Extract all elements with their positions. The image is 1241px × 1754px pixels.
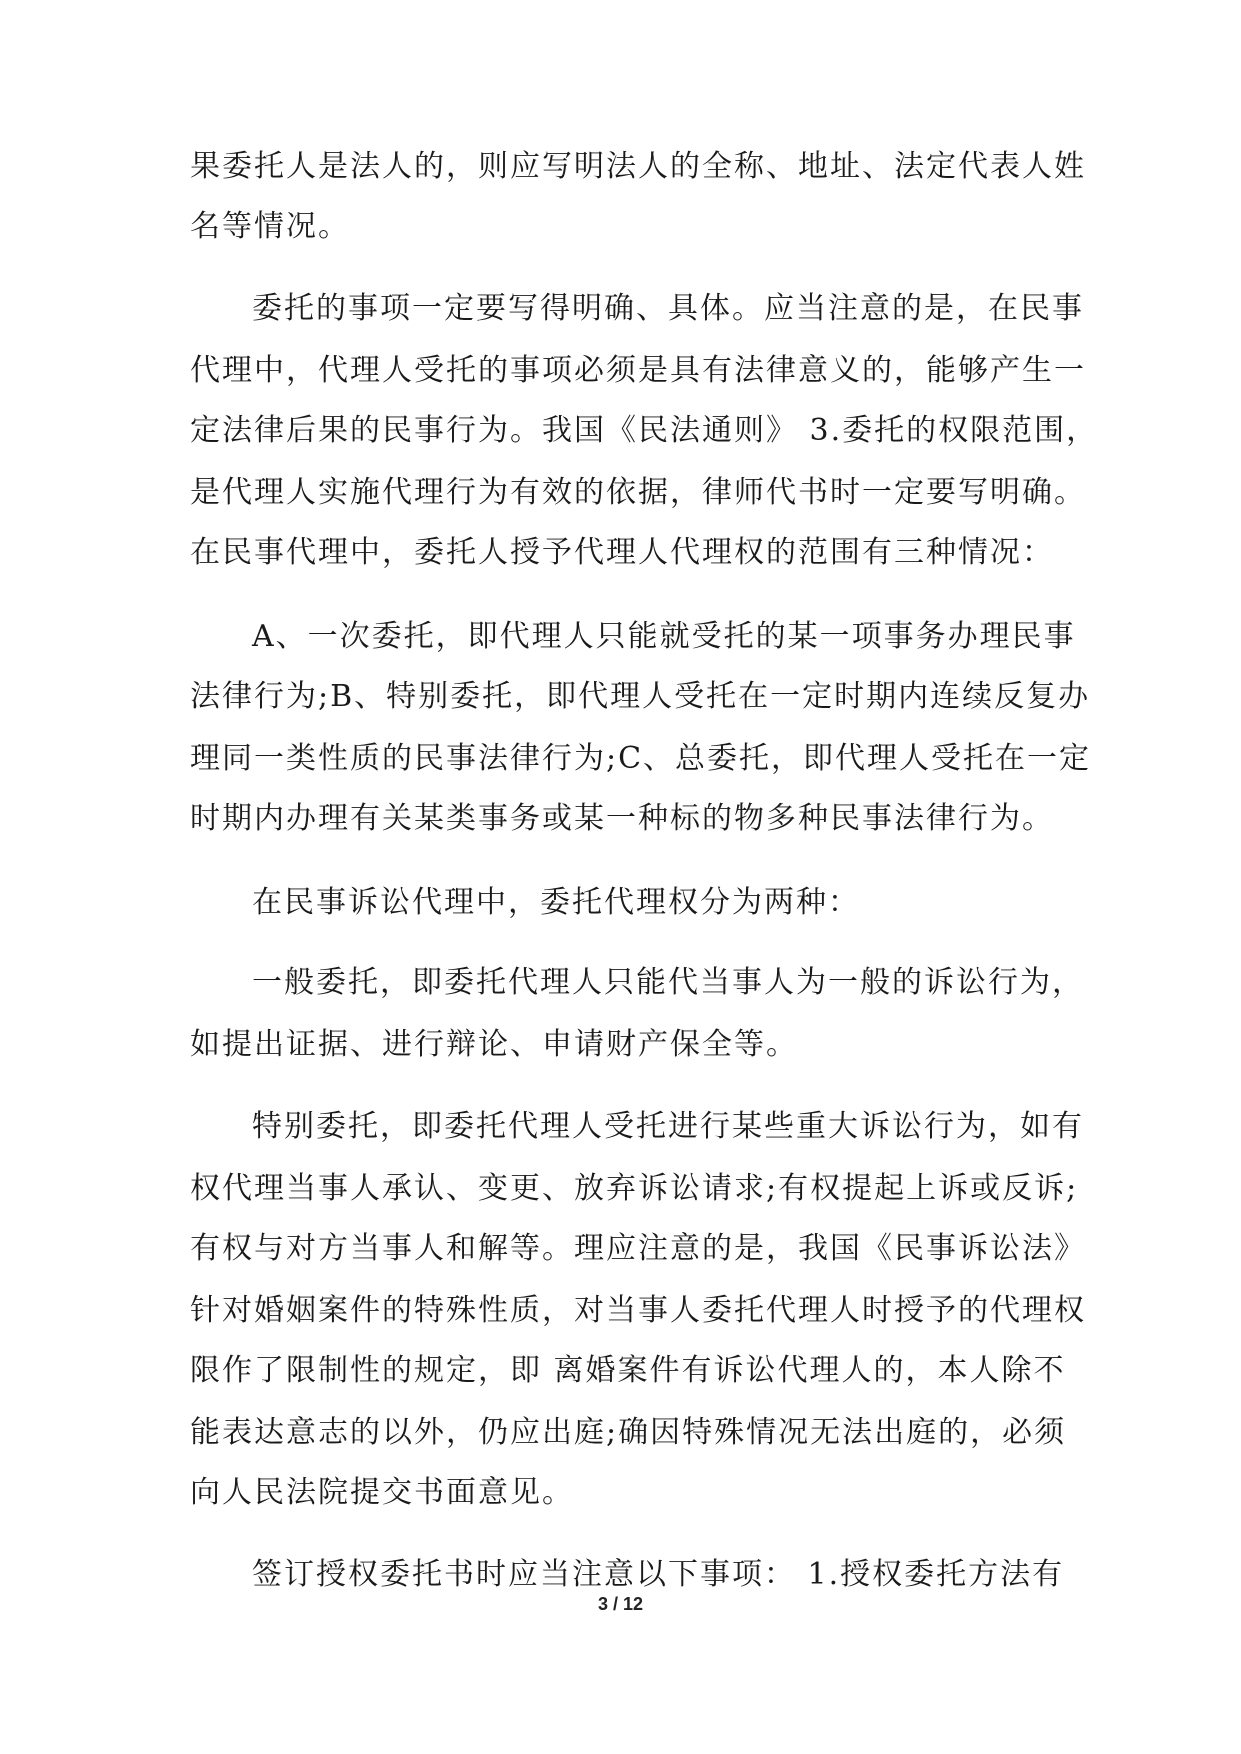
text-line: 是代理人实施代理行为有效的依据，律师代书时一定要写明确。 bbox=[190, 475, 1086, 510]
text-line: 权代理当事人承认、变更、放弃诉讼请求;有权提起上诉或反诉; bbox=[190, 1171, 1079, 1206]
text-line: 名等情况。 bbox=[190, 209, 350, 244]
text-line: 针对婚姻案件的特殊性质，对当事人委托代理人时授予的代理权 bbox=[190, 1293, 1086, 1328]
page-number: 3 / 12 bbox=[597, 1594, 644, 1614]
text-line: 定法律后果的民事行为。我国《民法通则》 3.委托的权限范围， bbox=[190, 413, 1099, 448]
text-line: 限作了限制性的规定，即 离婚案件有诉讼代理人的，本人除不 bbox=[190, 1353, 1066, 1388]
text-line: 果委托人是法人的，则应写明法人的全称、地址、法定代表人姓 bbox=[190, 149, 1086, 184]
text-line: 一般委托，即委托代理人只能代当事人为一般的诉讼行为， bbox=[252, 965, 1084, 1000]
text-line: 如提出证据、进行辩论、申请财产保全等。 bbox=[190, 1027, 798, 1062]
text-line: 特别委托，即委托代理人受托进行某些重大诉讼行为，如有 bbox=[252, 1109, 1084, 1144]
text-line: 签订授权委托书时应当注意以下事项： 1.授权委托方法有 bbox=[252, 1557, 1065, 1592]
text-line: 时期内办理有关某类事务或某一种标的物多种民事法律行为。 bbox=[190, 801, 1054, 836]
text-line: 代理中，代理人受托的事项必须是具有法律意义的，能够产生一 bbox=[190, 353, 1086, 388]
text-line: 向人民法院提交书面意见。 bbox=[190, 1475, 574, 1510]
text-line: 理同一类性质的民事法律行为;C、总委托，即代理人受托在一定 bbox=[190, 741, 1092, 776]
text-line: 能表达意志的以外，仍应出庭;确因特殊情况无法出庭的，必须 bbox=[190, 1415, 1067, 1450]
text-line: 在民事诉讼代理中，委托代理权分为两种： bbox=[252, 885, 860, 920]
text-line: A、一次委托，即代理人只能就受托的某一项事务办理民事 bbox=[252, 619, 1076, 654]
text-line: 有权与对方当事人和解等。理应注意的是，我国《民事诉讼法》 bbox=[190, 1231, 1086, 1266]
text-line: 在民事代理中，委托人授予代理人代理权的范围有三种情况： bbox=[190, 535, 1054, 570]
text-line: 法律行为;B、特别委托，即代理人受托在一定时期内连续反复办 bbox=[190, 679, 1091, 714]
text-line: 委托的事项一定要写得明确、具体。应当注意的是，在民事 bbox=[252, 291, 1084, 326]
